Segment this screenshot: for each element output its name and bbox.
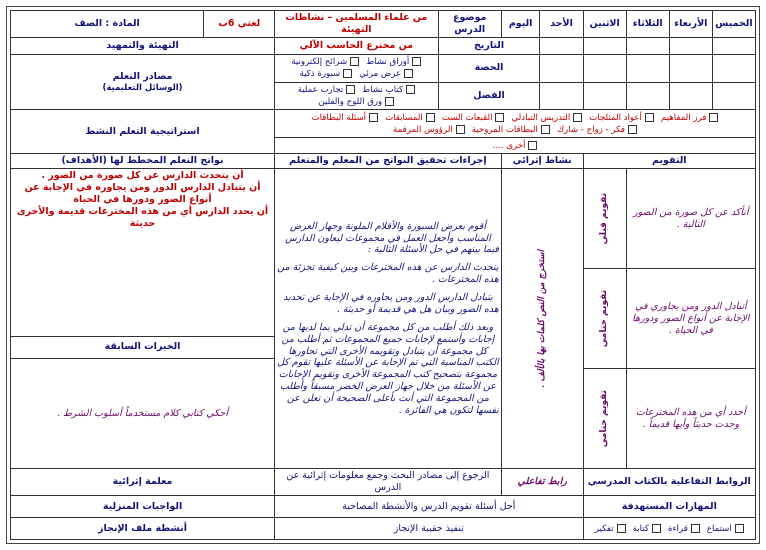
checkbox-icon[interactable]	[350, 57, 359, 66]
day-cell-thursday: الخميس	[712, 11, 755, 38]
resources-label: مصادر التعلم	[112, 70, 173, 82]
period-blank-1	[712, 54, 755, 82]
columns-header-row	[11, 153, 756, 169]
period-blank-3	[626, 54, 669, 82]
checkbox-icon[interactable]	[406, 85, 415, 94]
lesson-topic-label: موضوع الدرس	[438, 11, 501, 38]
checkbox-icon[interactable]	[735, 524, 744, 533]
evaluation-tag-1: تقويم قبلي	[599, 193, 609, 245]
footer-row-portfolio	[11, 518, 756, 540]
procedure-paragraph-3: يتبادل الدارس الدور ومن يجاوره في الإجابة عن تحديد هذه الصور وبيان هل هي قديمة أو حديثة .	[283, 292, 499, 315]
evaluation-note-2: أتبادل الدور ومن يجاوري في الإجابة عن أنواع الصور ودورها في الحياة .	[627, 269, 755, 369]
footer-row-enrichment	[11, 469, 756, 496]
footer-enrichment-description: الرجوع إلى مصادر البحث وجمع معلومات إثرائية عن الدرس	[275, 469, 502, 496]
strategy-options-row2	[275, 138, 756, 153]
goals-cell	[11, 169, 275, 469]
goals-table	[11, 169, 274, 468]
checkbox-icon[interactable]	[456, 125, 465, 134]
evaluation-tags-column	[583, 169, 626, 469]
lesson-topic-value: من علماء المسلمين – نشاطات التهيئة	[275, 11, 439, 38]
footer-interactive-link-value: رابط تفاعلي	[501, 469, 583, 496]
checkbox-icon[interactable]	[369, 113, 378, 122]
prior-knowledge-label: الخبرات السابقة	[11, 336, 274, 358]
strategy-option-other[interactable]: أخرى ....	[493, 141, 538, 152]
footer-homework-description: أحل أسئلة تقويم الدرس والأنشطة المصاحبة	[275, 496, 584, 518]
checkbox-icon[interactable]	[645, 113, 654, 122]
resource-option-eslides[interactable]: شرائح إلكترونية	[291, 57, 359, 68]
checkbox-icon[interactable]	[412, 57, 421, 66]
checkbox-icon[interactable]	[573, 113, 582, 122]
date-label: التاريخ	[438, 37, 540, 54]
period-blank-4	[583, 54, 626, 82]
skill-option-writing[interactable]: كتابة	[633, 524, 661, 535]
days-header-row	[11, 11, 756, 38]
strategies-row-1	[11, 110, 756, 138]
strategy-option-concept-sort[interactable]: فرز المفاهيم	[661, 113, 719, 124]
warmup-value: من مخترع الحاسب الآلي	[275, 37, 439, 54]
column-header-procedures: إجراءات تحقيق النواتج من المعلم والمتعلم	[275, 153, 502, 169]
goal-item-1: أن يتحدث الدارس عن كل صورة من الصور .	[41, 170, 244, 182]
footer-enrichment-label: معلمة إثرائية	[11, 469, 275, 496]
procedure-paragraph-2: يتحدث الدارس عن هذه المخترعات وبين كيفية تجزئة من هذه المخترعات .	[277, 262, 499, 286]
strategy-option-numbered-heads[interactable]: الرؤوس المرقمة	[393, 125, 465, 136]
lesson-plan-sheet	[6, 6, 760, 544]
checkbox-icon[interactable]	[691, 524, 700, 533]
day-blank-thursday	[712, 37, 755, 54]
footer-skills-options	[583, 518, 755, 540]
class-blank-2	[669, 82, 712, 110]
day-blank-wednesday	[669, 37, 712, 54]
class-row-label: الفصل	[438, 82, 540, 110]
checkbox-icon[interactable]	[628, 125, 637, 134]
skill-option-thinking[interactable]: تفكير	[595, 524, 626, 535]
evaluation-note-1: أتأكد عن كل صورة من الصور التالية .	[627, 169, 755, 269]
prior-knowledge-value: أحكي كتابي كلام مستخدماً أسلوب الشرط .	[57, 407, 228, 419]
evaluation-note-3: أحدد أي من هذه المخترعات وجدت حديثاً وأيها قديماً .	[635, 406, 746, 430]
footer-portfolio-label: أنشطة ملف الإنجاز	[11, 518, 275, 540]
checkbox-icon[interactable]	[343, 69, 352, 78]
day-label: اليوم	[501, 11, 540, 38]
checkbox-icon[interactable]	[652, 524, 661, 533]
checkbox-icon[interactable]	[617, 524, 626, 533]
resource-option-boardpaper[interactable]: ورق اللوح والفلين	[318, 97, 394, 108]
procedures-cell	[275, 169, 502, 469]
warmup-label: التهيئة والتمهيد	[11, 37, 275, 54]
evaluation-notes-column	[626, 169, 755, 469]
resource-option-worksheets[interactable]: أوراق نشاط	[366, 57, 421, 68]
procedure-paragraph-1: أقوم بعرض السبورة والأقلام الملونة وجهاز العرض المناسب وأجعل العمل في مجموعات ليعاون الدارس فيما بينهم في حل الأسئلة التالية :	[285, 220, 499, 256]
footer-portfolio-description: تنفيذ حقيبة الإنجاز	[275, 518, 584, 540]
checkbox-icon[interactable]	[709, 113, 718, 122]
goal-item-3: أن يحدد الدارس أي من هذه المخترعات قديمة والأخرى حديثة	[16, 205, 269, 229]
procedure-paragraph-4: وبعد ذلك أطلب من كل مجموعة أن تدلي بما لديها من إجابات وأستمع لإجابات جميع المجموعات ثم أطلب من كل مجموعة أن يتبادل وتقويمه الأخرى التي تجاورها الكتب المناسبة التي تم الإجابة عن الأسئلة عليها تقوم كل مجموعة بتصحيح كتب المجموعة الأخرى وتقويم الإجابات عن الأسئلة من خلال جهاز العرض الخضر مسبقاً وأطلب من المجموعة التي أنت بأعلى الصحيحة أن تعلن عن نفسها لتكون هي الفائزة .	[277, 321, 499, 416]
resource-option-activitybook[interactable]: كتاب نشاط	[362, 85, 415, 96]
day-cell-wednesday: الأربعاء	[669, 11, 712, 38]
day-cell-monday: الاثنين	[583, 11, 626, 38]
class-blank-3	[626, 82, 669, 110]
resource-option-experiments[interactable]: تجارب عملية	[298, 85, 356, 96]
strategy-option-competitions[interactable]: المسابقات	[385, 113, 435, 124]
resources-options-row1	[275, 54, 439, 82]
strategies-label: استراتيجية التعلم النشط	[85, 125, 200, 137]
class-value: لغتي 6ب	[204, 11, 275, 38]
column-header-enrichment: نشاط إثرائي	[501, 153, 583, 169]
evaluation-notes-table	[627, 169, 755, 468]
resources-options-row2	[275, 82, 439, 110]
resource-option-video[interactable]: عرض مرئي	[359, 69, 413, 80]
checkbox-icon[interactable]	[495, 113, 504, 122]
period-blank-2	[669, 54, 712, 82]
footer-target-skills-label: المهارات المستهدفة	[583, 496, 755, 518]
strategy-option-card-questions[interactable]: أسئلة البطاقات	[312, 113, 378, 124]
enrichment-activity-cell	[501, 169, 583, 469]
resources-row-1	[11, 54, 756, 82]
period-blank-5	[540, 54, 583, 82]
day-cell-tuesday: الثلاثاء	[626, 11, 669, 38]
footer-interactive-links: الروابط التفاعلية بالكتاب المدرسي	[583, 469, 755, 496]
lesson-plan-table	[10, 10, 756, 540]
class-blank-1	[712, 82, 755, 110]
checkbox-icon[interactable]	[528, 141, 537, 150]
checkbox-icon[interactable]	[385, 97, 394, 106]
strategy-options-row1	[275, 110, 756, 138]
checkbox-icon[interactable]	[404, 69, 413, 78]
day-blank-monday	[583, 37, 626, 54]
evaluation-tag-2: تقويم ختامي	[599, 290, 609, 348]
class-blank-4	[583, 82, 626, 110]
strategies-label-cell	[11, 110, 275, 153]
strategy-option-popsicle-sticks[interactable]: أعواد المثلجات	[589, 113, 654, 124]
checkbox-icon[interactable]	[346, 85, 355, 94]
skill-option-listening[interactable]: استماع	[707, 524, 744, 535]
evaluation-tags-table	[584, 169, 626, 468]
strategy-option-think-pair-share[interactable]: فكر - زواج - شارك	[557, 125, 637, 136]
skill-option-reading[interactable]: قراءة	[668, 524, 700, 535]
main-body-row	[11, 169, 756, 469]
resources-sublabel: (الوسائل التعليمية)	[102, 82, 183, 93]
checkbox-icon[interactable]	[541, 125, 550, 134]
resources-label-cell	[11, 54, 275, 110]
footer-homework-label: الواجبات المنزلية	[11, 496, 275, 518]
class-blank-5	[540, 82, 583, 110]
footer-row-homework	[11, 496, 756, 518]
day-blank-sunday	[540, 37, 583, 54]
day-blank-tuesday	[626, 37, 669, 54]
day-cell-sunday: الأحد	[540, 11, 583, 38]
column-header-goals: نواتج التعلم المخطط لها (الأهداف)	[11, 153, 275, 169]
subject-label: المادة : الصف	[11, 11, 204, 38]
checkbox-icon[interactable]	[426, 113, 435, 122]
resource-option-smartboard[interactable]: سبورة ذكية	[299, 69, 352, 80]
evaluation-tag-3: تقويم ختامي	[599, 390, 609, 448]
strategy-option-reciprocal-teaching[interactable]: التدريس التبادلي	[512, 113, 583, 124]
enrichment-activity-text: استخرج من النص كلمات بها بالألف .	[536, 249, 547, 388]
date-row	[11, 37, 756, 54]
period-label: الحصة	[438, 54, 540, 82]
strategy-option-six-hats[interactable]: القبعات الست	[442, 113, 505, 124]
goal-item-2: أن يتبادل الدارس الدور ومن يجاوره في الإجابة عن أنواع الصور ودورها في الحياة	[24, 182, 261, 205]
goals-list	[11, 169, 274, 336]
strategy-option-fan-cards[interactable]: البطاقات المروحية	[472, 125, 550, 136]
column-header-evaluation: التقويم	[583, 153, 755, 169]
